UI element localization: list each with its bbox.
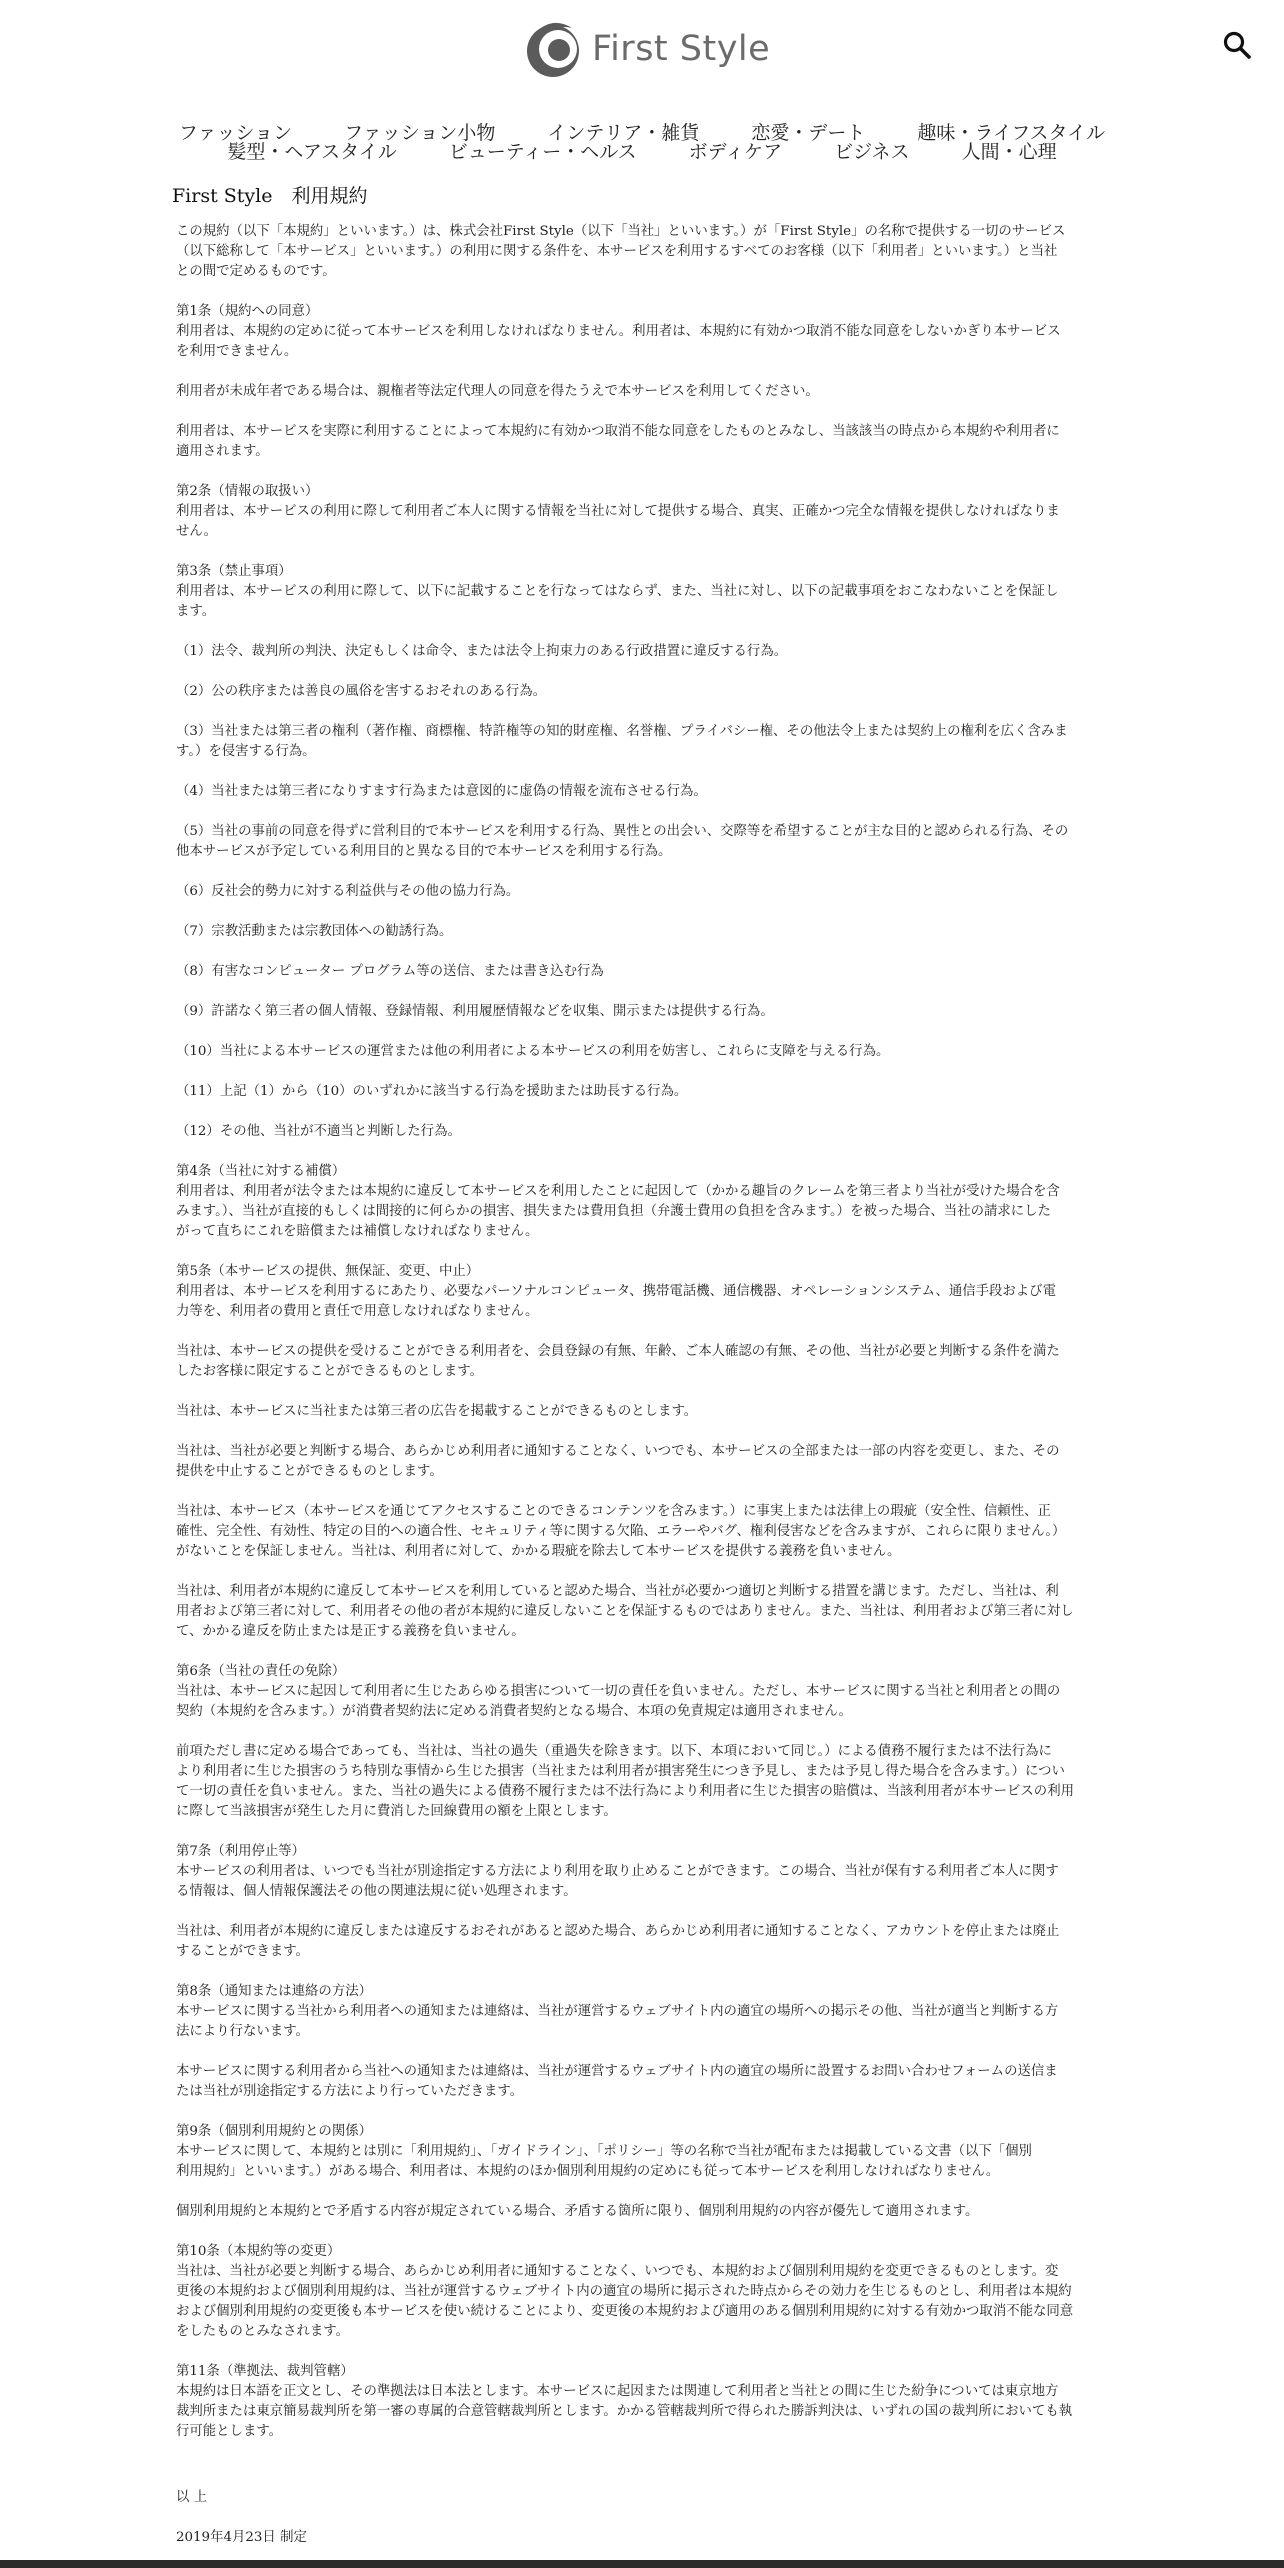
terms-paragraph: （4）当社または第三者になりすます行為または意図的に虚偽の情報を流布させる行為。 [176, 784, 707, 799]
terms-paragraph: 第11条（準拠法、裁判管轄） 本規約は日本語を正文とし、その準拠法は日本法とします。本サービスに起因または関連して利用者と当社との間に生じた紛争については東京地方 裁判所または東京簡易裁判所を第一審の専属的合意管轄裁判所とします。かかる管轄裁判所で得られた勝訴判決は、いずれの国の裁判所においても執 行可能とします。 [176, 2364, 1073, 2439]
nav-item-psychology[interactable]: 人間・心理 [961, 141, 1057, 163]
site-logo[interactable] [522, 18, 770, 80]
logo-text: First Style [592, 28, 771, 69]
terms-paragraph: 当社は、本サービスに当社または第三者の広告を掲載することができるものとします。 [176, 1404, 698, 1419]
search-icon[interactable] [1222, 30, 1252, 60]
site-header [0, 0, 1284, 110]
terms-paragraph: （5）当社の事前の同意を得ずに営利目的で本サービスを利用する行為、異性との出会い、交際等を希望することが主な目的と認められる行為、その 他本サービスが予定している利用目的と異なる目的で本サービスを利用する行為。 [176, 824, 1069, 859]
terms-paragraph: （2）公の秩序または善良の風俗を害するおそれのある行為。 [176, 684, 547, 699]
nav-item-business[interactable]: ビジネス [834, 141, 910, 163]
terms-paragraph: 当社は、本サービスの提供を受けることができる利用者を、会員登録の有無、年齢、ご本人確認の有無、その他、当社が必要と判断する条件を満た したお客様に限定することができるものとします。 [176, 1344, 1060, 1379]
terms-paragraph: 本サービスに関する利用者から当社への通知または連絡は、当社が運営するウェブサイト内の適宜の場所に設置するお問い合わせフォームの送信ま たは当社が別途指定する方法により行っていただきます。 [176, 2064, 1058, 2099]
nav-item-hairstyle[interactable]: 髪型・ヘアスタイル [227, 141, 397, 163]
nav-item-fashion[interactable]: ファッション [178, 122, 293, 144]
terms-paragraph: この規約（以下「本規約」といいます。）は、株式会社First Style（以下「当社」といいます。）が「First Style」の名称で提供する一切のサービス （以下総称して「本サービス」といいます。）の利用に関する条件を、本サービスを利用するすべてのお客様（以下「利用者」といいます。）と当社 との間で定めるものです。 [176, 224, 1066, 279]
terms-paragraph: 第3条（禁止事項） 利用者は、本サービスの利用に際して、以下に記載することを行なってはならず、また、当社に対し、以下の記載事項をおこなわないことを保証し ます。 [176, 564, 1059, 619]
terms-paragraph: 第4条（当社に対する補償） 利用者は、利用者が法令または本規約に違反して本サービスを利用したことに起因して（かかる趣旨のクレームを第三者より当社が受けた場合を含 みます。）、当社が直接的もしくは間接的に何らかの損害、損失または費用負担（弁護士費用の負担を含みます。）を被った場合、当社の請求にした がって直ちにこれを賠償または補償しなければなりません。 [176, 1164, 1060, 1239]
nav-item-body-care[interactable]: ボディケア [688, 141, 783, 163]
terms-paragraph: 第8条（通知または連絡の方法） 本サービスに関する当社から利用者への通知または連絡は、当社が運営するウェブサイト内の適宜の場所への掲示その他、当社が適当と判断する方 法により行ないます。 [176, 1984, 1059, 2039]
terms-body [172, 222, 1112, 2442]
nav-item-interior-goods[interactable]: インテリア・雑貨 [547, 122, 700, 144]
terms-paragraph: 第5条（本サービスの提供、無保証、変更、中止） 利用者は、本サービスを利用するにあたり、必要なパーソナルコンピュータ、携帯電話機、通信機器、オペレーションシステム、通信手段および電 力等を、利用者の費用と責任で用意しなければなりません。 [176, 1264, 1056, 1319]
terms-paragraph: （3）当社または第三者の権利（著作権、商標権、特許権等の知的財産権、名誉権、プライバシー権、その他法令上または契約上の権利を広く含みま す。）を侵害する行為。 [176, 724, 1068, 759]
nav-item-beauty-health[interactable]: ビューティー・ヘルス [448, 141, 637, 163]
terms-paragraph: （11）上記（1）から（10）のいずれかに該当する行為を援助または助長する行為。 [176, 1084, 688, 1099]
terms-paragraph: （8）有害なコンピューター プログラム等の送信、または書き込む行為 [176, 964, 604, 979]
page-title: First Style 利用規約 [172, 185, 368, 207]
terms-paragraph: （1）法令、裁判所の判決、決定もしくは命令、または法令上拘束力のある行政措置に違反する行為。 [176, 644, 788, 659]
terms-paragraph: 当社は、当社が必要と判断する場合、あらかじめ利用者に通知することなく、いつでも、本サービスの全部または一部の内容を変更し、また、その 提供を中止することができるものとします。 [176, 1444, 1060, 1479]
bottom-bar [0, 2560, 1284, 2568]
nav-item-fashion-accessories[interactable]: ファッション小物 [344, 122, 496, 144]
terms-paragraph: （12）その他、当社が不適当と判断した行為。 [176, 1124, 461, 1139]
nav-item-hobby-lifestyle[interactable]: 趣味・ライフスタイル [917, 122, 1106, 144]
terms-paragraph: 第7条（利用停止等） 本サービスの利用者は、いつでも当社が別途指定する方法により利用を取り止めることができます。この場合、当社が保有する利用者ご本人に関す る情報は、個人情報保護法その他の関連法規に従い処理されます。 [176, 1844, 1059, 1899]
nav-item-love-date[interactable]: 恋愛・デート [751, 122, 866, 144]
terms-paragraph: 前項ただし書に定める場合であっても、当社は、当社の過失（重過失を除きます。以下、本項において同じ。）による債務不履行または不法行為に より利用者に生じた損害のうち特別な事情から生じた損害（当社または利用者が損害発生につき予見し、または予見し得た場合を含みます。）につい て一切の責任を負いません。また、当社の過失による債務不履行または不法行為により利用者に生じた損害の賠償は、当該利用者が本サービスの利用 に際して当該損害が発生した月に費消した回線費用の額を上限とします。 [176, 1744, 1074, 1819]
enacted-date: 2019年4月23日 制定 [176, 2530, 307, 2545]
terms-content [172, 184, 1112, 2568]
terms-paragraph: 当社は、利用者が本規約に違反しまたは違反するおそれがあると認めた場合、あらかじめ利用者に通知することなく、アカウントを停止または廃止 することができます。 [176, 1924, 1060, 1959]
terms-paragraph: 第6条（当社の責任の免除） 当社は、本サービスに起因して利用者に生じたあらゆる損害について一切の責任を負いません。ただし、本サービスに関する当社と利用者との間の 契約（本規約を含みます。）が消費者契約法に定める消費者契約となる場合、本項の免責規定は適用されません。 [176, 1664, 1061, 1719]
terms-paragraph: 第1条（規約への同意） 利用者は、本規約の定めに従って本サービスを利用しなければなりません。利用者は、本規約に有効かつ取消不能な同意をしないかぎり本サービス を利用できません。 [176, 304, 1061, 359]
terms-paragraph: （10）当社による本サービスの運営または他の利用者による本サービスの利用を妨害し、これらに支障を与える行為。 [176, 1044, 890, 1059]
terms-paragraph: （7）宗教活動または宗教団体への勧誘行為。 [176, 924, 453, 939]
terms-paragraph: （9）許諾なく第三者の個人情報、登録情報、利用履歴情報などを収集、開示または提供する行為。 [176, 1004, 774, 1019]
first-style-logo-icon [522, 18, 584, 80]
terms-paragraph: 当社は、本サービス（本サービスを通じてアクセスすることのできるコンテンツを含みます。）に事実上または法律上の瑕疵（安全性、信頼性、正 確性、完全性、有効性、特定の目的への適合性、セキュリティ等に関する欠陥、エラーやバグ、権利侵害などを含みますが、これらに限りません。） がないことを保証しません。当社は、利用者に対して、かかる瑕疵を除去して本サービスを提供する義務を負いません。 [176, 1504, 1066, 1559]
terms-paragraph: 当社は、利用者が本規約に違反して本サービスを利用していると認めた場合、当社が必要かつ適切と判断する措置を講じます。ただし、当社は、利 用者および第三者に対して、利用者その他の者が本規約に違反しないことを保証するものではありません。また、当社は、利用者および第三者に対し て、かかる違反を防止または是正する義務を負いません。 [176, 1584, 1074, 1639]
terms-paragraph: 利用者は、本サービスを実際に利用することによって本規約に有効かつ取消不能な同意をしたものとみなし、当該該当の時点から本規約や利用者に 適用されます。 [176, 424, 1060, 459]
end-label: 以 上 [176, 2490, 208, 2505]
terms-paragraph: 第9条（個別利用規約との関係） 本サービスに関して、本規約とは別に「利用規約」、「ガイドライン」、「ポリシー」等の名称で当社が配布または掲載している文書（以下「個別 利用規約」といいます。）がある場合、利用者は、本規約のほか個別利用規約の定めにも従って本サービスを利用しなければなりません。 [176, 2124, 1032, 2179]
terms-paragraph: （6）反社会的勢力に対する利益供与その他の協力行為。 [176, 884, 520, 899]
terms-paragraph: 個別利用規約と本規約とで矛盾する内容が規定されている場合、矛盾する箇所に限り、個別利用規約の内容が優先して適用されます。 [176, 2204, 979, 2219]
terms-paragraph: 第2条（情報の取扱い） 利用者は、本サービスの利用に際して利用者ご本人に関する情報を当社に対して提供する場合、真実、正確かつ完全な情報を提供しなければなりま せん。 [176, 484, 1060, 539]
terms-paragraph: 第10条（本規約等の変更） 当社は、当社が必要と判断する場合、あらかじめ利用者に通知することなく、いつでも、本規約および個別利用規約を変更できるものとします。変 更後の本規約および個別利用規約は、当社が運営するウェブサイト内の適宜の場所に掲示された時点からその効力を生じるものとし、利用者は本規約 および個別利用規約の変更後も本サービスを使い続けることにより、変更後の本規約および適用のある個別利用規約に対する有効かつ取消不能な同意 をしたものとみなされます。 [176, 2244, 1074, 2339]
terms-paragraph: 利用者が未成年者である場合は、親権者等法定代理人の同意を得たうえで本サービスを利用してください。 [176, 384, 819, 399]
category-nav [70, 124, 1214, 162]
